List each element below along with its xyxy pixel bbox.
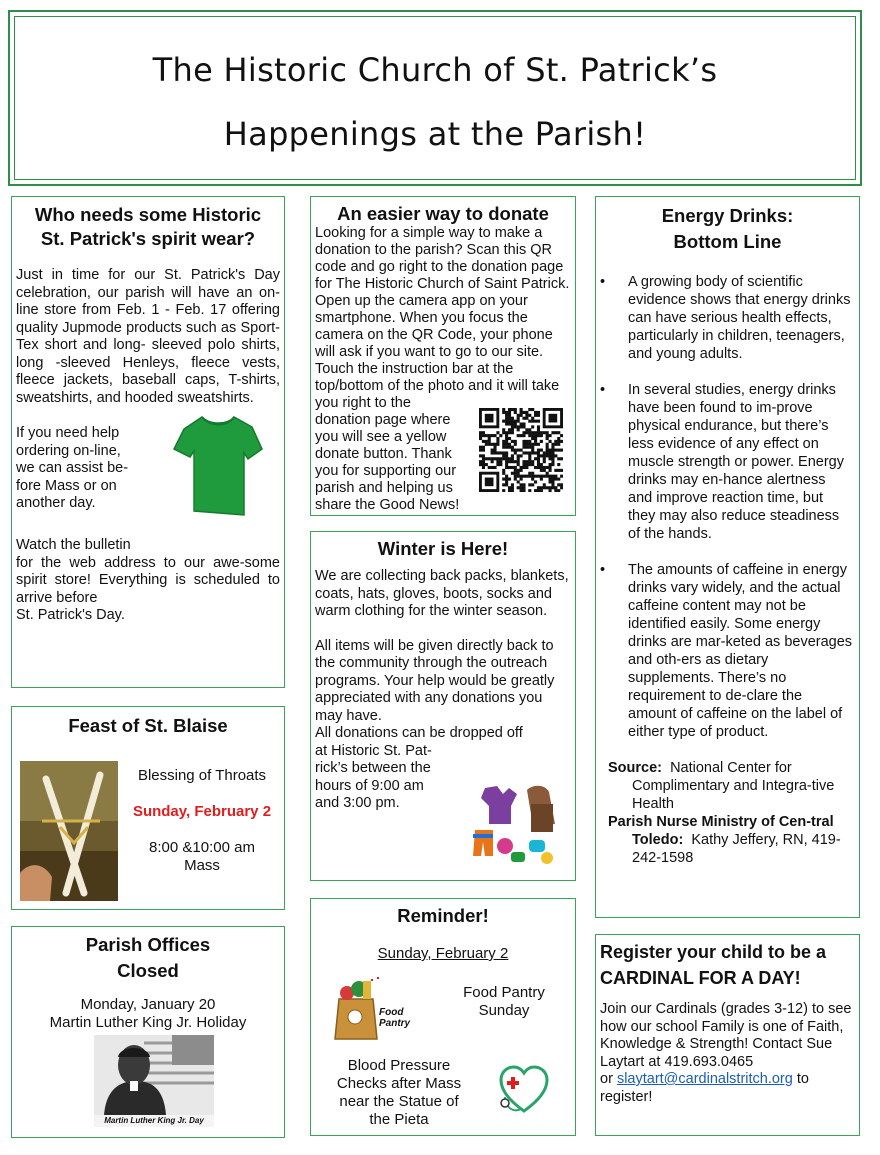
mlk-day-image (94, 1035, 214, 1127)
st-blaise-details: Blessing of Throats Sunday, February 2 8:00 &10:00 am Mass (132, 767, 272, 874)
spirit-wear-title: Who needs some Historic St. Patrick's spirit wear? (34, 204, 262, 249)
blood-pressure-text: Blood Pressure Checks after Mass near the Statue of the Pieta (336, 1057, 462, 1128)
energy-drinks-list (596, 273, 859, 741)
cardinal-text: Join our Cardinals (grades 3-12) to see how our school Family is one of Faith, Knowledge & Strength! Contact Sue Laytart at 419.693.0465 or slaytart@cardinalstritch.org to register! (600, 1001, 852, 1105)
green-tshirt-icon (172, 411, 264, 519)
winter-dropoff-text: All donations can be dropped off at Historic St. Pat- rick’s between the hours of 9:00 am and 3:00 pm. (315, 725, 523, 811)
energy-source: Source: National Center for Complimentary and Integra-tive Health (608, 760, 835, 812)
energy-drinks-title: Energy Drinks: Bottom Line (661, 205, 794, 252)
donate-text: Looking for a simple way to make a donation to the parish? Scan this QR code and go right to the donation page for The Historic Church of Saint Patrick. Open up the camera app on your smartphone. When you focus the camera on the QR Code, your phone will ask if you want to go to our site. Touch the instruction bar at the top/bottom of the photo and it will take you right to the (315, 225, 570, 411)
energy-drinks-box (595, 196, 860, 918)
st-blaise-box (11, 706, 285, 910)
spirit-wear-bulletin: Watch the bulletin for the web address to our awe-some spirit store! Everything is scheduled to arrive before St. Patrick's Day. (16, 537, 280, 623)
newsletter-header (8, 10, 862, 186)
reminder-date: Sunday, February 2 (377, 945, 509, 962)
winter-collection-text: We are collecting back packs, blankets, coats, hats, gloves, boots, socks and warm clothing for the winter season. (315, 568, 569, 619)
cardinal-title: Register your child to be a CARDINAL FOR A DAY! (600, 942, 827, 988)
reminder-box (310, 898, 576, 1136)
spirit-wear-intro: Just in time for our St. Patrick's Day celebration, our parish will have an on-line store from Feb. 1 - Feb. 17 offering quality Jupmode products such as Sport-Tex short and long- sleeved polo shirts, long -sleeved Henleys, fleece vests, fleece jackets, baseball caps, T-shirts, sweatshirts, and hooded sweatshirts. (16, 267, 280, 406)
winter-clothes-icon (471, 784, 561, 868)
header-inner-frame (14, 16, 856, 180)
spirit-wear-help: If you need help ordering on-line, we can assist be- fore Mass or on another day. (12, 425, 284, 517)
candles-image-icon (20, 761, 118, 901)
winter-box (310, 531, 576, 881)
donation-qr-code-icon[interactable] (479, 408, 563, 492)
winter-outreach-text: All items will be given directly back to the community through the outreach programs. Your help would be greatly appreciated with any donations you may have. (315, 637, 555, 724)
list-item: • In several studies, energy drinks have been found to im-prove physical endurance, but there’s less evidence of any effect on muscle strength or power. Energy drinks may en-hance alertness and improve reaction time, but they may also reduce steadiness of the hands. (596, 381, 853, 543)
parish-nurse: Parish Nurse Ministry of Cen-tral Toledo: Kathy Jeffery, RN, 419-242-1598 (608, 814, 841, 866)
cardinal-box (595, 934, 860, 1136)
food-pantry-logo-text: Food Pantry (379, 1007, 411, 1029)
mlk-caption: Martin Luther King Jr. Day (104, 1116, 204, 1125)
parish-offices-details: Monday, January 20 Martin Luther King Jr. Holiday (49, 996, 247, 1031)
donate-title: An easier way to donate (337, 203, 549, 224)
list-item: • The amounts of caffeine in energy drinks vary widely, and the actual caffeine content may not be identified easily. Some energy drinks are mar-keted as beverages and oth-ers as dietary supplements. There’s no requirement to de-clare the amount of caffeine on the label of either type of product. (596, 561, 853, 741)
list-item: • A growing body of scientific evidence shows that energy drinks can have serious health effects, particularly in children, teenagers, and young adults. (596, 273, 853, 363)
food-pantry-text: Food Pantry Sunday (463, 984, 545, 1019)
reminder-title: Reminder! (397, 905, 489, 926)
heart-stethoscope-icon (497, 1063, 551, 1117)
parish-offices-title: Parish Offices Closed (85, 934, 211, 981)
parish-offices-box (11, 926, 285, 1138)
mlk-portrait-icon (94, 1035, 214, 1115)
donate-text-cont: donation page where you will see a yellow donate button. Thank you for supporting our parish and helping us share the Good News! (315, 412, 460, 513)
donate-box (310, 196, 576, 516)
header-subtitle: Happenings at the Parish! (223, 115, 647, 153)
st-blaise-title: Feast of St. Blaise (68, 715, 228, 736)
header-title: The Historic Church of St. Patrick’s (152, 51, 718, 89)
cardinal-email-link[interactable]: slaytart@cardinalstritch.org (616, 1071, 793, 1087)
winter-title: Winter is Here! (377, 538, 509, 559)
spirit-wear-box (11, 196, 285, 688)
